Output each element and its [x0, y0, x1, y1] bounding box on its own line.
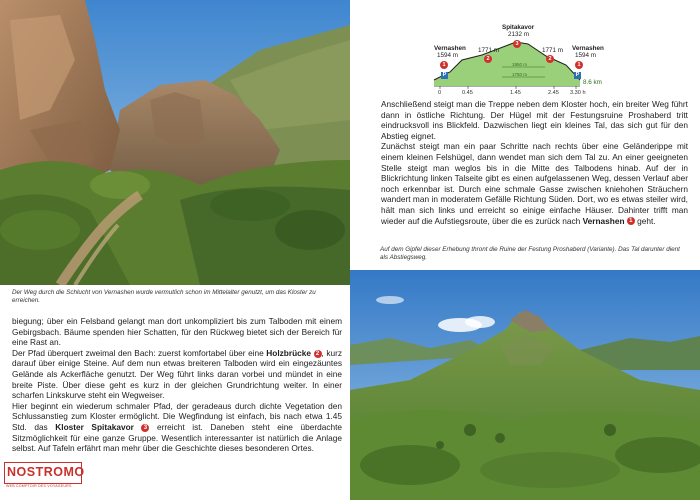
peak-name: Spitakavor	[502, 24, 535, 31]
left-photo-caption: Der Weg durch die Schlucht von Vernashen wurde vermutlich schon im Mittelalter genutzt, um das Kloster zu erreichen.	[12, 289, 316, 305]
watermark-brand: NOSTROMO	[7, 465, 85, 479]
distance-label: 8.6 km	[583, 79, 602, 86]
text-run: Zunächst steigt man ein paar Schritte nach rechts über eine Geländerippe mit einem kleinen Felshügel, dann wendet man sich dem Tal zu. An einer geeigneten Stelle steigt man weglos bis in die Mitte des Talbodens hinab. Auf der in Blickrichtung linken Talseite gibt es einen aufgelassenen Weg, dessen Verlauf aber noch erkennbar ist. Durch eine schmale Gasse zwischen kniehohen Sträuchern wandert man in moderatem Gefälle Richtung Süden. Dort, wo es etwas steiler wird, hält man sich links und erreicht so einige einfache Häuser. Dahinter trifft man wieder auf die Aufstiegsroute, über die es zurück nach	[381, 141, 688, 226]
inner-elev-upper: 1950 m	[512, 62, 528, 67]
waypoint-badge-2: 2	[484, 55, 492, 63]
bold-term: Kloster Spitakavor	[55, 421, 134, 432]
right-body-text	[381, 99, 688, 226]
start-name: Vernashen	[434, 45, 466, 52]
waypoint-badge-2-return: 2	[546, 55, 554, 63]
inner-elev-lower: 1750 m	[512, 72, 528, 77]
text-run: Hier beginnt ein wiederum schmaler Pfad, der geradeaus durch dichte Vegetation den Schlussanstieg zum Kloster ermöglicht. Die Wegfindung ist einfach, bis nach etwa 1.45 Std. das	[12, 400, 342, 432]
waypoint-badge-3: 3	[513, 40, 521, 48]
waypoint-badge: 2	[314, 350, 322, 358]
paragraph	[12, 348, 342, 401]
peak-elevation: 2132 m	[508, 31, 530, 38]
watermark-tagline: WEB COMPTOIR DES VOYAGEURS	[6, 484, 72, 488]
parking-icon-return: P	[575, 72, 580, 78]
time-tick: 1.45	[510, 90, 521, 96]
end-elevation: 1594 m	[575, 52, 597, 59]
bold-term: Vernashen	[582, 215, 625, 226]
left-mid-elevation: 1771 m	[478, 47, 500, 54]
waypoint-badge-1-return: 1	[575, 61, 583, 69]
elevation-profile	[420, 10, 620, 100]
gorge-photo	[0, 0, 350, 285]
paragraph: biegung; über ein Felsband gelangt man dort unkompliziert bis zum Talboden mit einem Gebirgsbach. Bäume spenden hier Schatten, für den Rückweg bietet sich der Bereich für eine Rast an.	[12, 316, 342, 348]
parking-icon: P	[442, 72, 447, 78]
text-run: , kurz darauf über einige Steine. Auf dem nun etwas breiteren Talboden wird ein eingezäuntes Gelände als Ackerfläche genutzt. Der Weg führt links daran vorbei und mündet in eine breite Piste. Über diese geht es kurz in der gleichen Grundrichtung weiter. In einer scharfen Linkskurve steht ein Wegweiser.	[12, 347, 342, 401]
time-tick: 2.45	[548, 90, 559, 96]
paragraph	[381, 141, 688, 226]
time-tick: 0	[438, 90, 442, 96]
fortress-hill-photo	[350, 270, 700, 500]
paragraph: Anschließend steigt man die Treppe neben dem Kloster hoch, ein breiter Weg führt dann in östliche Richtung. Der Hügel mit der Festungsruine Proshaberd tritt eindrucksvoll ins Blickfeld. Dazwischen liegt ein kleines Tal, das sich gut für den Abstieg eignet.	[381, 99, 688, 141]
text-run: geht.	[634, 215, 656, 226]
gorge-illustration	[0, 0, 350, 285]
waypoint-badge: 1	[627, 217, 635, 225]
text-run: erreicht ist. Daneben steht eine überdachte Sitzmöglichkeit für eine ganze Gruppe. Wesentlich interessanter ist natürlich die Anlage selbst. Auf Tafeln erfährt man mehr über die Geschichte dieses besonderen Ortes.	[12, 421, 343, 454]
paragraph	[12, 401, 342, 454]
bold-term: Holzbrücke	[266, 347, 311, 358]
time-tick: 3.30 h	[570, 90, 586, 96]
start-elevation: 1594 m	[437, 52, 459, 59]
time-tick: 0.45	[462, 90, 473, 96]
waypoint-badge-1: 1	[440, 61, 448, 69]
nostromo-watermark	[4, 462, 85, 492]
left-body-text	[12, 316, 342, 454]
right-photo-caption: Auf dem Gipfel dieser Erhebung thront die Ruine der Festung Proshaberd (Variante). Das Tal darunter dient als Abstiegsweg.	[380, 246, 680, 262]
end-name: Vernashen	[572, 45, 604, 52]
right-mid-elevation: 1771 m	[542, 47, 564, 54]
text-run: Der Pfad überquert zweimal den Bach: zuerst komfortabel über eine	[12, 347, 267, 358]
waypoint-badge: 3	[141, 424, 149, 432]
hill-illustration	[350, 270, 700, 500]
